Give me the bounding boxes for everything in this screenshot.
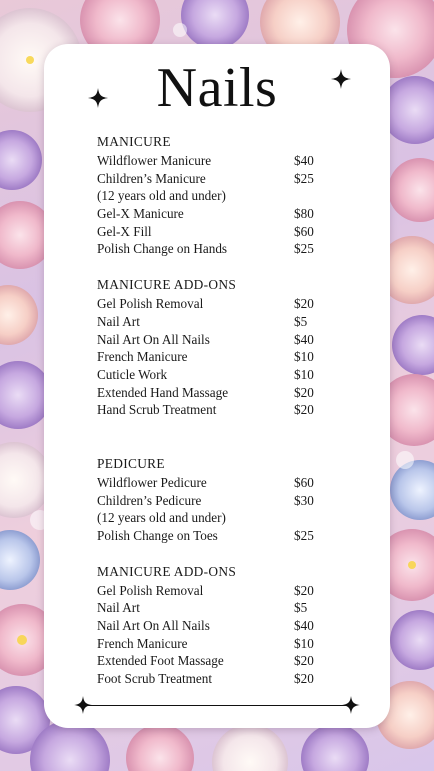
list-item	[97, 205, 337, 223]
item-price: $5	[294, 313, 308, 329]
item-price: $20	[294, 671, 314, 687]
item-price: $25	[294, 170, 314, 186]
item-price: $10	[294, 349, 314, 365]
item-price: $5	[294, 600, 308, 616]
item-name: Extended Hand Massage	[97, 384, 229, 400]
item-price: $25	[294, 241, 314, 257]
section-pedicure-add-ons	[97, 562, 337, 688]
bottom-divider	[82, 705, 352, 706]
list-item	[97, 384, 337, 402]
sparkle-icon	[331, 69, 351, 89]
item-name: French Manicure	[97, 349, 188, 365]
item-name: Nail Art On All Nails	[97, 331, 210, 347]
section-heading: MANICURE ADD-ONS	[97, 563, 237, 579]
list-item	[97, 617, 337, 635]
list-item	[97, 509, 337, 527]
item-name: Gel Polish Removal	[97, 582, 204, 598]
item-price: $20	[294, 384, 314, 400]
item-price: $30	[294, 492, 314, 508]
item-price: $10	[294, 366, 314, 382]
list-item	[97, 635, 337, 653]
list-item	[97, 670, 337, 688]
sparkle-icon	[74, 696, 94, 716]
item-name: Polish Change on Toes	[97, 528, 218, 543]
sparkle-icon	[88, 88, 108, 108]
item-name: Wildflower Manicure	[97, 153, 212, 168]
item-price: $40	[294, 153, 314, 168]
list-item	[97, 599, 337, 617]
item-name: Extended Foot Massage	[97, 653, 224, 669]
item-price: $20	[294, 582, 314, 598]
item-price: $60	[294, 223, 314, 239]
item-name: Nail Art	[97, 313, 140, 329]
list-item	[97, 527, 337, 545]
page-title: Nails	[156, 57, 278, 119]
sparkle-icon	[342, 696, 362, 716]
item-name: Gel-X Manicure	[97, 206, 184, 222]
item-name: Nail Art	[97, 600, 140, 616]
item-name: Gel-X Fill	[97, 223, 152, 239]
item-name: (12 years old and under)	[97, 188, 226, 204]
item-name: Nail Art On All Nails	[97, 618, 210, 634]
list-item	[97, 223, 337, 241]
item-price: $20	[294, 653, 314, 669]
item-price: $40	[294, 331, 314, 347]
item-name: Children’s Pedicure	[97, 492, 202, 508]
list-item	[97, 474, 337, 492]
item-name: Gel Polish Removal	[97, 296, 204, 312]
section-heading: PEDICURE	[97, 455, 165, 471]
menu-list	[97, 132, 337, 688]
list-item	[97, 295, 337, 313]
item-name: Wildflower Pedicure	[97, 474, 207, 490]
item-name: Cuticle Work	[97, 366, 168, 382]
list-item	[97, 187, 337, 205]
list-item	[97, 582, 337, 600]
list-item	[97, 348, 337, 366]
item-price: $40	[294, 618, 314, 634]
item-price: $20	[294, 402, 314, 418]
list-item	[97, 652, 337, 670]
list-item	[97, 240, 337, 258]
item-name: Foot Scrub Treatment	[97, 671, 213, 687]
item-name: (12 years old and under)	[97, 510, 226, 526]
section-heading: MANICURE ADD-ONS	[97, 277, 237, 293]
list-item	[97, 331, 337, 349]
list-item	[97, 152, 337, 170]
list-item	[97, 170, 337, 188]
item-price: $25	[294, 528, 314, 543]
list-item	[97, 313, 337, 331]
list-item	[97, 492, 337, 510]
section-heading: MANICURE	[97, 134, 171, 149]
list-item	[97, 401, 337, 419]
item-name: Polish Change on Hands	[97, 241, 228, 257]
item-price: $80	[294, 206, 314, 222]
item-name: Hand Scrub Treatment	[97, 402, 217, 418]
item-price: $60	[294, 474, 314, 490]
section-manicure-add-ons	[97, 275, 337, 419]
section-manicure	[97, 132, 337, 258]
section-pedicure	[97, 454, 337, 545]
item-price: $10	[294, 635, 314, 651]
item-price: $20	[294, 296, 314, 312]
item-name: French Manicure	[97, 635, 188, 651]
item-name: Children’s Manicure	[97, 170, 206, 186]
list-item	[97, 366, 337, 384]
